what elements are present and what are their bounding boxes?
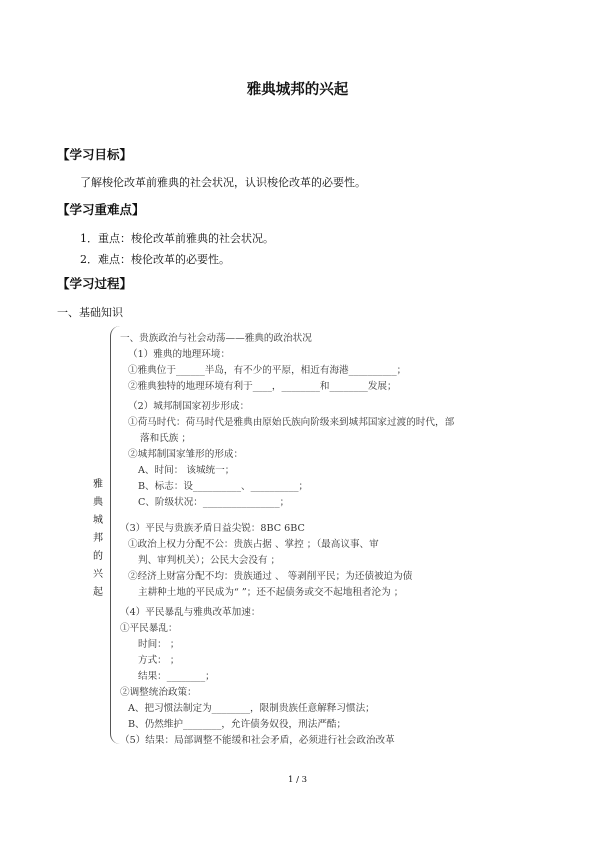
outline-line: B、标志：设__________、__________； (138, 481, 309, 492)
outline-line: （5）结果：局部调整不能缓和社会矛盾，必须进行社会政治改革 (120, 735, 395, 746)
outline-line: ②雅典独特的地理环境有利于____，________和________发展； (128, 381, 397, 392)
outline-line: （2）城邦制国家初步形成： (128, 401, 250, 412)
outline-line: ②经济上财富分配不均：贵族通过 、 等剥削平民；为还债被迫为债 (128, 571, 413, 582)
key-points-heading: 【学习重难点】 (57, 202, 145, 217)
page-number: 1 / 3 (287, 775, 308, 785)
goals-text: 了解梭伦改革前雅典的社会状况，认识梭伦改革的必要性。 (80, 176, 366, 189)
document-title: 雅典城邦的兴起 (246, 81, 349, 98)
goals-heading: 【学习目标】 (57, 147, 133, 162)
outline-line: 结果：________； (138, 671, 215, 682)
outline-line: 主耕种土地的平民成为“ ”；还不起债务或交不起地租者沦为 ； (138, 587, 404, 598)
key-point-2: 2．难点：梭伦改革的必要性。 (80, 253, 230, 266)
outline-line: （3）平民与贵族矛盾日益尖锐：8BC 6BC (120, 523, 305, 534)
outline-brace (110, 326, 121, 744)
outline-line: （4）平民暴乱与雅典改革加速： (120, 607, 261, 618)
outline-line: ②城邦制国家雏形的形成： (128, 449, 244, 460)
outline-line: ①平民暴乱： (120, 623, 178, 634)
outline-line: 方式： ； (138, 655, 180, 666)
outline-line: ②调整统治政策： (120, 687, 197, 698)
outline-line: B、仍然维护________，允许债务奴役，刑法严酷； (128, 719, 347, 730)
outline-line: 判、审判机关）；公民大会没有 ； (138, 555, 281, 566)
key-point-1: 1．重点：梭伦改革前雅典的社会状况。 (80, 232, 274, 245)
outline-line: ①荷马时代：荷马时代是雅典由原始氏族向阶级来到城邦国家过渡的时代，部 (128, 417, 455, 428)
process-heading: 【学习过程】 (57, 276, 133, 291)
outline-line: ①雅典位于______半岛，有不少的平原，相近有海港__________； (128, 365, 407, 376)
outline-line: A、把习惯法制定为________，限制贵族任意解释习惯法； (128, 703, 375, 714)
basics-heading: 一、基础知识 (57, 306, 123, 319)
side-label: 雅典城邦的兴起 (93, 479, 103, 598)
outline-line: （1）雅典的地理环境： (128, 349, 231, 360)
outline-line: 一、贵族政治与社会动荡——雅典的政治状况 (120, 333, 312, 344)
outline-line: 落和氏族 ； (140, 433, 192, 444)
outline-line: ①政治上权力分配不公：贵族占据 、掌控 ；（最高议事、审 (128, 539, 379, 550)
outline-line: A、时间： 该城统一； (138, 465, 235, 476)
outline-line: 时间： ； (138, 639, 180, 650)
outline-line: C、阶级状况：________________； (138, 497, 290, 508)
